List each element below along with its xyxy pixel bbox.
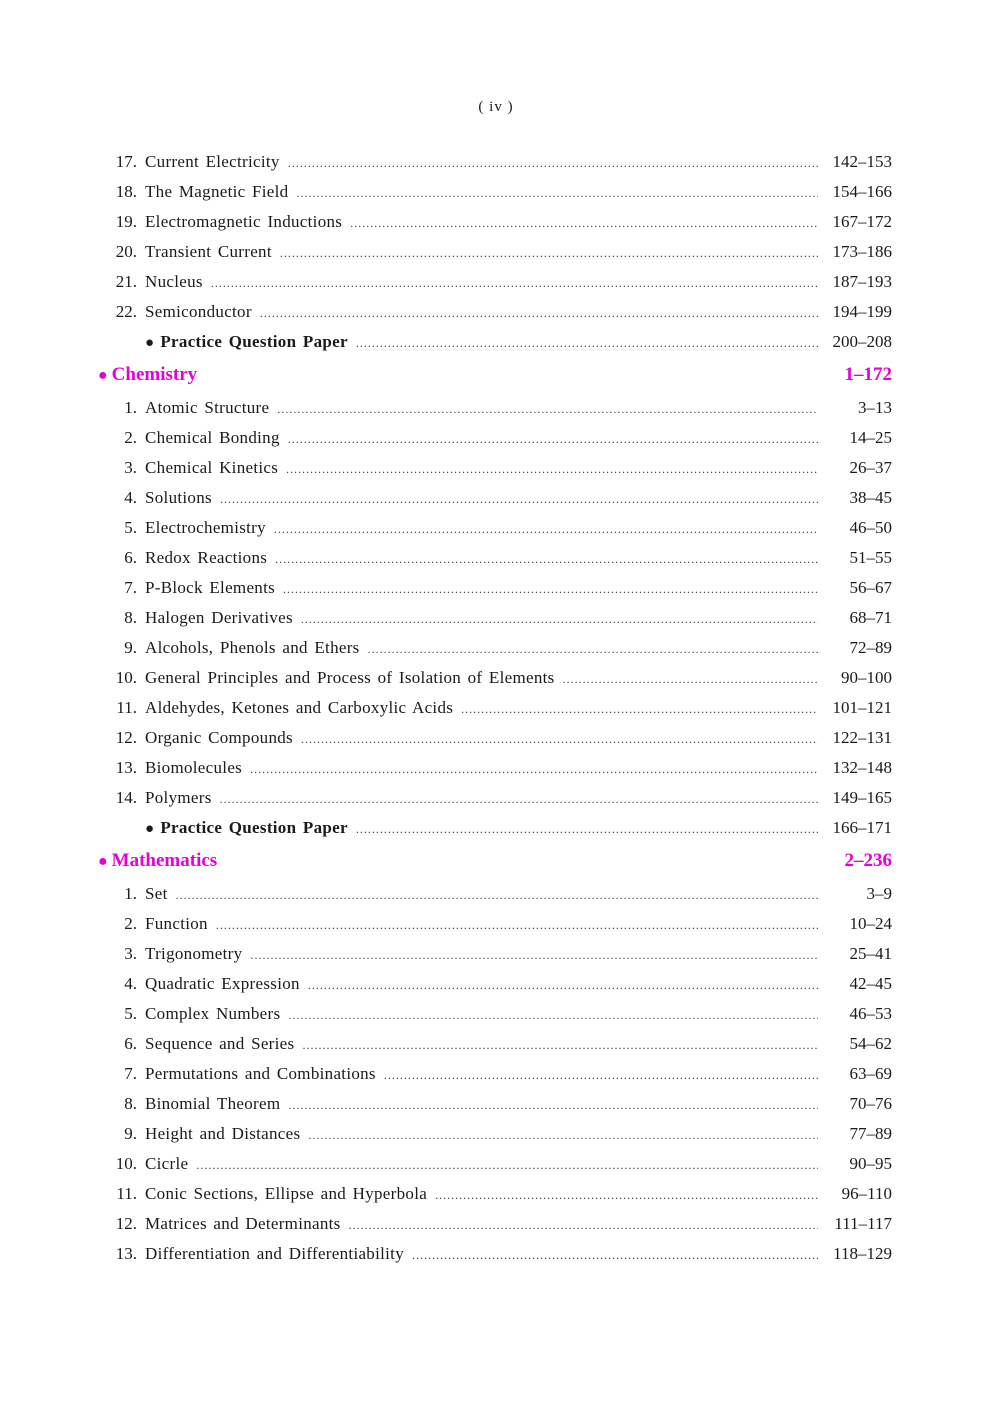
dot-leader [301,604,818,634]
toc-entry [108,513,892,543]
entry-pages: 3–9 [866,884,892,903]
entry-pages: 77–89 [849,1124,892,1143]
entry-title: Sequence and Series [145,1034,295,1053]
dot-leader [216,910,818,940]
entry-number: 3. [124,458,137,477]
practice-paper-row-chemistry [108,813,892,843]
dot-leader [283,574,818,604]
entry-title: Trigonometry [145,944,243,963]
bullet-icon: ● [145,821,155,837]
toc-entry [108,297,892,327]
mathematics-entries [108,879,892,1269]
dot-leader [176,880,818,910]
entry-title: Halogen Derivatives [145,608,293,627]
entry-title: P-Block Elements [145,578,276,597]
entry-number: 5. [124,1004,137,1023]
entry-number: 3. [124,944,137,963]
dot-leader [308,1120,818,1150]
entry-title: Differentiation and Differentiability [145,1244,405,1263]
toc-entry [108,999,892,1029]
entry-title: Current Electricity [145,152,280,171]
entry-number: 12. [115,728,137,747]
entry-number: 14. [115,788,137,807]
dot-leader [384,1060,818,1090]
entry-title: Cicrle [145,1154,189,1173]
entry-pages: 46–53 [849,1004,892,1023]
section-title: Mathematics [111,850,218,871]
dot-leader [274,514,818,544]
toc-entry [108,723,892,753]
entry-pages: 194–199 [832,302,892,321]
toc-entry [108,1239,892,1269]
entry-pages: 54–62 [849,1034,892,1053]
entry-number: 4. [124,974,137,993]
toc-entry [108,939,892,969]
entry-title: Binomial Theorem [145,1094,281,1113]
entry-title: Organic Compounds [145,728,293,747]
toc-entry [108,1149,892,1179]
entry-title: Set [145,884,168,903]
entry-number: 8. [124,1094,137,1113]
entry-number: 19. [115,212,137,231]
entry-title: General Principles and Process of Isolation of Elements [145,668,555,687]
toc-entry [108,1029,892,1059]
page-number: ( iv ) [478,99,514,115]
toc-entry [108,177,892,207]
dot-leader [296,178,818,208]
entry-number: 6. [124,1034,137,1053]
entry-pages: 142–153 [832,152,892,171]
entry-title: Biomolecules [145,758,243,777]
entry-pages: 166–171 [832,818,892,837]
dot-leader [250,754,818,784]
toc-entry [108,267,892,297]
entry-pages: 10–24 [849,914,892,933]
toc-entry [108,423,892,453]
entry-title: Electromagnetic Inductions [145,212,343,231]
entry-number: 4. [124,488,137,507]
dot-leader [461,694,818,724]
entry-number: 1. [124,398,137,417]
toc-entry [108,147,892,177]
dot-leader [356,814,818,844]
entry-pages: 149–165 [832,788,892,807]
entry-title: Electrochemistry [145,518,266,537]
dot-leader [435,1180,818,1210]
entry-pages: 14–25 [849,428,892,447]
dot-leader [288,1090,818,1120]
dot-leader [260,298,818,328]
dot-leader [275,544,818,574]
toc-entry [108,1119,892,1149]
entry-pages: 122–131 [832,728,892,747]
entry-number: 21. [115,272,137,291]
bullet-icon: ● [98,853,108,870]
dot-leader [563,664,818,694]
entry-pages: 173–186 [832,242,892,261]
toc-entry [108,909,892,939]
entry-pages: 42–45 [849,974,892,993]
toc-entry [108,483,892,513]
entry-number: 10. [115,1154,137,1173]
entry-title: Quadratic Expression [145,974,300,993]
entry-title: Chemical Kinetics [145,458,279,477]
toc-entry [108,663,892,693]
entry-number: 13. [115,758,137,777]
dot-leader [349,1210,818,1240]
entry-number: 9. [124,638,137,657]
toc-entry [108,693,892,723]
entry-pages: 38–45 [849,488,892,507]
entry-pages: 200–208 [832,332,892,351]
entry-pages: 26–37 [849,458,892,477]
entry-number: 5. [124,518,137,537]
practice-paper-row-physics [108,327,892,357]
entry-pages: 90–95 [849,1154,892,1173]
entry-number: 2. [124,914,137,933]
entry-title: Matrices and Determinants [145,1214,341,1233]
toc-entry [108,453,892,483]
entry-number: 2. [124,428,137,447]
entry-title: Complex Numbers [145,1004,281,1023]
entry-title: Conic Sections, Ellipse and Hyperbola [145,1184,428,1203]
chemistry-entries [108,393,892,813]
entry-pages: 3–13 [858,398,892,417]
entry-title: Practice Question Paper [160,332,348,351]
entry-pages: 56–67 [849,578,892,597]
entry-number: 20. [115,242,137,261]
entry-pages: 25–41 [849,944,892,963]
toc-entry [108,879,892,909]
entry-title: Semiconductor [145,302,252,321]
bullet-icon: ● [145,335,155,351]
entry-title: Permutations and Combinations [145,1064,376,1083]
toc-entry [108,753,892,783]
entry-title: Height and Distances [145,1124,301,1143]
entry-number: 17. [115,152,137,171]
dot-leader [350,208,818,238]
toc-entry [108,237,892,267]
entry-number: 12. [115,1214,137,1233]
entry-number: 13. [115,1244,137,1263]
entry-title: Transient Current [145,242,272,261]
toc-entry [108,1089,892,1119]
dot-leader [220,784,818,814]
toc-entry [108,1179,892,1209]
entry-number: 6. [124,548,137,567]
toc-entry [108,1209,892,1239]
entry-number: 1. [124,884,137,903]
section-pages: 1–172 [844,364,892,385]
entry-number: 8. [124,608,137,627]
entry-number: 22. [115,302,137,321]
dot-leader [250,940,818,970]
dot-leader [288,424,818,454]
entry-title: Nucleus [145,272,203,291]
entry-pages: 46–50 [849,518,892,537]
entry-number: 7. [124,578,137,597]
toc-entry [108,393,892,423]
entry-title: Practice Question Paper [160,818,348,837]
entry-number: 7. [124,1064,137,1083]
dot-leader [288,1000,818,1030]
toc-entry [108,603,892,633]
dot-leader [220,484,818,514]
toc-entry [108,969,892,999]
dot-leader [368,634,818,664]
dot-leader [412,1240,818,1270]
entry-pages: 154–166 [832,182,892,201]
dot-leader [280,238,818,268]
physics-entries [108,147,892,327]
entry-pages: 51–55 [849,548,892,567]
entry-pages: 70–76 [849,1094,892,1113]
entry-title: Function [145,914,208,933]
toc-entry [108,1059,892,1089]
entry-number: 11. [116,1184,137,1203]
toc-entry [108,633,892,663]
entry-number: 9. [124,1124,137,1143]
entry-pages: 63–69 [849,1064,892,1083]
entry-pages: 101–121 [832,698,892,717]
section-title: Chemistry [111,364,198,385]
entry-pages: 96–110 [841,1184,892,1203]
dot-leader [308,970,818,1000]
entry-title: Chemical Bonding [145,428,280,447]
entry-pages: 187–193 [832,272,892,291]
entry-title: Aldehydes, Ketones and Carboxylic Acids [145,698,454,717]
entry-title: Solutions [145,488,212,507]
dot-leader [302,1030,818,1060]
toc-entry [108,543,892,573]
dot-leader [196,1150,818,1180]
section-heading-mathematics [98,843,892,879]
entry-pages: 118–129 [833,1244,892,1263]
entry-pages: 132–148 [832,758,892,777]
entry-title: Atomic Structure [145,398,270,417]
dot-leader [301,724,818,754]
entry-pages: 72–89 [849,638,892,657]
entry-title: Redox Reactions [145,548,268,567]
bullet-icon: ● [98,367,108,384]
entry-pages: 68–71 [849,608,892,627]
entry-title: Polymers [145,788,212,807]
toc-entry [108,573,892,603]
toc-entry [108,207,892,237]
entry-pages: 111–117 [834,1214,892,1233]
dot-leader [356,328,818,358]
dot-leader [211,268,818,298]
section-pages: 2–236 [844,850,892,871]
table-of-contents [98,147,892,1269]
toc-entry [108,783,892,813]
entry-number: 18. [115,182,137,201]
entry-pages: 90–100 [841,668,892,687]
section-heading-chemistry [98,357,892,393]
entry-title: Alcohols, Phenols and Ethers [145,638,360,657]
entry-number: 11. [116,698,137,717]
entry-title: The Magnetic Field [145,182,289,201]
dot-leader [277,394,818,424]
dot-leader [286,454,818,484]
entry-pages: 167–172 [832,212,892,231]
entry-number: 10. [115,668,137,687]
dot-leader [288,148,818,178]
